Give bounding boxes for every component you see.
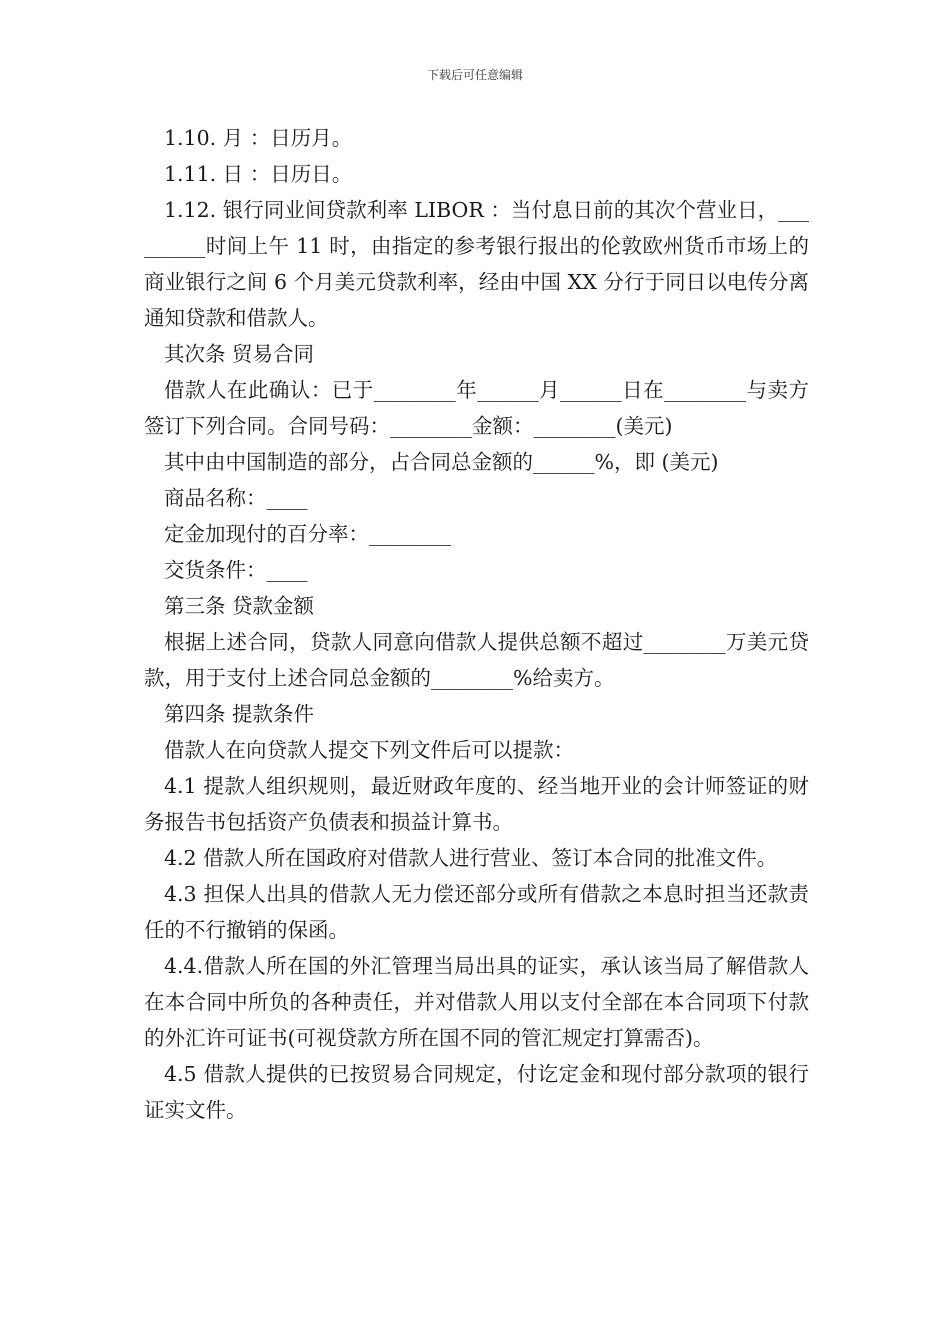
paragraph-china-made-share: 其中由中国制造的部分，占合同总金额的______%，即 (美元) — [164, 450, 719, 474]
clause-1-11: 1.11. 日 ：日历日。 — [164, 162, 353, 186]
clause-4-4: 4.4.借款人所在国的外汇管理当局出具的证实，承认该当局了解借款人在本合同中所负的各种责任，并对借款人用以支付全部在本合同项下付款的外汇许可证书(可视贷款方所在国不同的管汇规定打算需否)。 — [144, 954, 809, 1050]
section-heading-drawdown-conditions: 第四条 提款条件 — [164, 702, 315, 726]
field-commodity-name: 商品名称：____ — [164, 486, 308, 510]
page-header: 下载后可任意编辑 — [426, 68, 523, 82]
paragraph-contract-confirmation: 借款人在此确认：已于________年______月______日在________与卖方签订下列合同。合同号码：________金额：________(美元) — [144, 378, 809, 438]
clause-1-12: 1.12. 银行同业间贷款利率 LIBOR ：当付息日前的其次个营业日，_________时间上午 11 时，由指定的参考银行报出的伦敦欧州货币市场上的商业银行之间 6 个月美元贷款利率，经由中国 XX 分行于同日以电传分离通知贷款和借款人。 — [144, 198, 809, 330]
field-deposit-percentage: 定金加现付的百分率：________ — [164, 522, 451, 546]
clause-4-2: 4.2 借款人所在国政府对借款人进行营业、签订本合同的批准文件。 — [164, 846, 778, 870]
paragraph-drawdown-intro: 借款人在向贷款人提交下列文件后可以提款： — [164, 738, 574, 762]
document-body — [144, 120, 809, 1128]
clause-4-5: 4.5 借款人提供的已按贸易合同规定，付讫定金和现付部分款项的银行证实文件。 — [144, 1062, 809, 1122]
clause-4-1: 4.1 提款人组织规则，最近财政年度的、经当地开业的会计师签证的财务报告书包括资产负债表和损益计算书。 — [144, 774, 809, 834]
section-heading-trade-contract: 其次条 贸易合同 — [164, 342, 315, 366]
field-delivery-terms: 交货条件：____ — [164, 558, 308, 582]
section-heading-loan-amount: 第三条 贷款金额 — [164, 594, 315, 618]
clause-1-10: 1.10. 月 ：日历月。 — [164, 126, 353, 150]
clause-4-3: 4.3 担保人出具的借款人无力偿还部分或所有借款之本息时担当还款责任的不行撤销的保函。 — [144, 882, 809, 942]
paragraph-loan-amount: 根据上述合同，贷款人同意向借款人提供总额不超过________万美元贷款，用于支付上述合同总金额的________%给卖方。 — [144, 630, 809, 690]
